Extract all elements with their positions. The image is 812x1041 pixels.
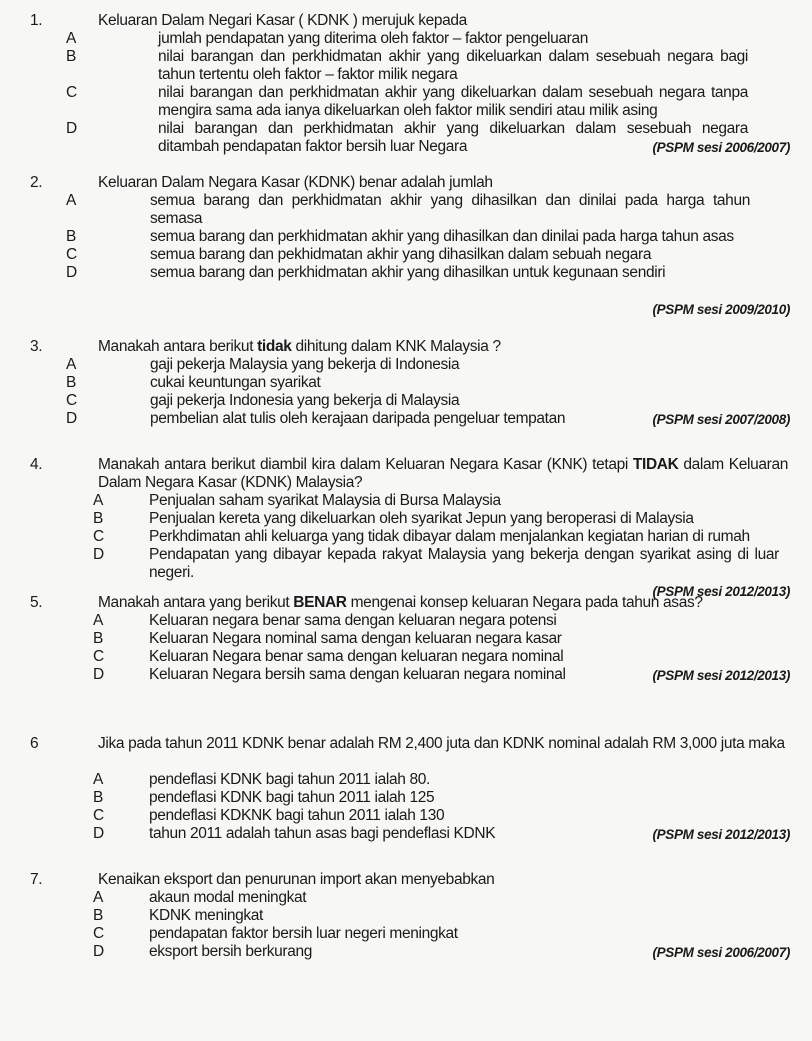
stem-emphasis: BENAR bbox=[293, 594, 347, 611]
option-letter: C bbox=[93, 528, 104, 545]
option-letter: B bbox=[66, 228, 76, 245]
option-letter: B bbox=[93, 907, 103, 924]
option-a[interactable] bbox=[66, 356, 786, 374]
option-a[interactable] bbox=[93, 889, 812, 907]
option-text: Keluaran Negara nominal sama dengan keluaran negara kasar bbox=[149, 630, 562, 647]
option-text: nilai barangan dan perkhidmatan akhir yang dikeluarkan dalam sesebuah negara tanpa mengira sama ada ianya dikeluarkan oleh faktor milik sendiri atau milik asing bbox=[158, 84, 748, 119]
stem-emphasis: tidak bbox=[257, 338, 292, 355]
source-label: (PSPM sesi 2006/2007) bbox=[652, 945, 790, 960]
option-text: akaun modal meningkat bbox=[149, 889, 307, 906]
option-letter: A bbox=[93, 492, 103, 509]
option-letter: D bbox=[93, 666, 104, 683]
option-text: semua barang dan perkhidmatan akhir yang dihasilkan untuk kegunaan sendiri bbox=[150, 264, 666, 281]
option-d[interactable] bbox=[93, 546, 812, 582]
option-letter: C bbox=[93, 925, 104, 942]
option-text: Keluaran Negara bersih sama dengan keluaran negara nominal bbox=[149, 666, 566, 683]
options-list bbox=[66, 30, 786, 156]
source-label: (PSPM sesi 2006/2007) bbox=[652, 140, 790, 155]
option-a[interactable] bbox=[93, 492, 812, 510]
option-letter: A bbox=[93, 612, 103, 629]
option-text: nilai barangan dan perkhidmatan akhir yang dikeluarkan dalam sesebuah negara ditambah pendapatan faktor bersih luar Negara bbox=[158, 120, 748, 155]
option-text: pendeflasi KDNK bagi tahun 2011 ialah 80. bbox=[149, 771, 430, 788]
option-a[interactable] bbox=[93, 612, 812, 630]
option-letter: A bbox=[93, 771, 103, 788]
stem-text: Manakah antara yang berikut bbox=[98, 594, 294, 611]
question-number: 2. bbox=[30, 174, 43, 191]
option-letter: C bbox=[66, 246, 77, 263]
option-text: semua barang dan perkhidmatan akhir yang dihasilkan dan dinilai pada harga tahun semasa bbox=[150, 192, 750, 227]
option-letter: D bbox=[66, 120, 77, 137]
option-letter: D bbox=[93, 943, 104, 960]
option-a[interactable] bbox=[66, 30, 786, 48]
option-d[interactable] bbox=[66, 264, 786, 282]
stem-text: mengenai konsep keluaran Negara pada tahun asas? bbox=[346, 594, 703, 611]
stem-emphasis: TIDAK bbox=[632, 456, 679, 473]
option-letter: B bbox=[66, 374, 76, 391]
option-c[interactable] bbox=[93, 648, 812, 666]
option-letter: C bbox=[66, 392, 77, 409]
source-label: (PSPM sesi 2012/2013) bbox=[652, 827, 790, 842]
option-c[interactable] bbox=[66, 246, 786, 264]
option-text: pendeflasi KDNK bagi tahun 2011 ialah 125 bbox=[149, 789, 435, 806]
option-letter: A bbox=[66, 192, 76, 209]
question-stem bbox=[98, 456, 788, 492]
option-b[interactable] bbox=[93, 510, 812, 528]
option-b[interactable] bbox=[93, 789, 812, 807]
option-c[interactable] bbox=[93, 925, 812, 943]
option-c[interactable] bbox=[93, 528, 812, 546]
option-a[interactable] bbox=[66, 192, 786, 228]
option-text: semua barang dan pekhidmatan akhir yang dihasilkan dalam sebuah negara bbox=[150, 246, 652, 263]
option-letter: B bbox=[93, 630, 103, 647]
option-text: nilai barangan dan perkhidmatan akhir yang dikeluarkan dalam sesebuah negara bagi tahun tertentu oleh faktor – faktor milik negara bbox=[158, 48, 748, 83]
option-c[interactable] bbox=[93, 807, 812, 825]
stem-text: Manakah antara berikut diambil kira dalam Keluaran Negara Kasar (KNK) tetapi bbox=[98, 456, 633, 473]
option-c[interactable] bbox=[66, 84, 786, 120]
option-b[interactable] bbox=[93, 630, 812, 648]
option-text: pembelian alat tulis oleh kerajaan daripada pengeluar tempatan bbox=[150, 410, 566, 427]
option-letter: D bbox=[66, 410, 77, 427]
question-number: 4. bbox=[30, 456, 43, 473]
option-letter: B bbox=[93, 510, 103, 527]
options-list bbox=[66, 192, 786, 282]
option-text: Penjualan saham syarikat Malaysia di Bursa Malaysia bbox=[149, 492, 501, 509]
question-stem: Jika pada tahun 2011 KDNK benar adalah RM 2,400 juta dan KDNK nominal adalah RM 3,000 juta maka bbox=[98, 735, 785, 752]
option-text: gaji pekerja Indonesia yang bekerja di Malaysia bbox=[150, 392, 460, 409]
question-number: 6 bbox=[30, 735, 39, 752]
option-text: Perkhdimatan ahli keluarga yang tidak dibayar dalam menjalankan kegiatan harian di rumah bbox=[149, 528, 750, 545]
option-text: Penjualan kereta yang dikeluarkan oleh syarikat Jepun yang beroperasi di Malaysia bbox=[149, 510, 694, 527]
option-letter: A bbox=[93, 889, 103, 906]
option-text: tahun 2011 adalah tahun asas bagi pendeflasi KDNK bbox=[149, 825, 496, 842]
option-text: jumlah pendapatan yang diterima oleh faktor – faktor pengeluaran bbox=[158, 30, 588, 47]
option-letter: B bbox=[66, 48, 76, 65]
option-letter: B bbox=[93, 789, 103, 806]
source-label: (PSPM sesi 2009/2010) bbox=[652, 302, 790, 317]
question-stem bbox=[98, 594, 788, 612]
source-label: (PSPM sesi 2012/2013) bbox=[652, 584, 790, 599]
option-text: Keluaran negara benar sama dengan keluaran negara potensi bbox=[149, 612, 557, 629]
source-label: (PSPM sesi 2012/2013) bbox=[652, 668, 790, 683]
option-text: KDNK meningkat bbox=[149, 907, 263, 924]
option-letter: A bbox=[66, 30, 76, 47]
option-b[interactable] bbox=[66, 48, 786, 84]
option-text: eksport bersih berkurang bbox=[149, 943, 313, 960]
stem-text: dihitung dalam KNK Malaysia ? bbox=[291, 338, 501, 355]
option-letter: C bbox=[66, 84, 77, 101]
option-b[interactable] bbox=[66, 228, 786, 246]
option-text: pendapatan faktor bersih luar negeri meningkat bbox=[149, 925, 458, 942]
option-text: Keluaran Negara benar sama dengan keluaran negara nominal bbox=[149, 648, 564, 665]
source-label: (PSPM sesi 2007/2008) bbox=[652, 412, 790, 427]
option-letter: D bbox=[93, 825, 104, 842]
question-stem: Keluaran Dalam Negara Kasar (KDNK) benar adalah jumlah bbox=[98, 174, 493, 191]
option-c[interactable] bbox=[66, 392, 786, 410]
stem-text: dalam Keluaran Dalam Negara Kasar (KDNK) Malaysia? bbox=[98, 456, 789, 491]
question-number: 7. bbox=[30, 871, 43, 888]
option-text: gaji pekerja Malaysia yang bekerja di Indonesia bbox=[150, 356, 460, 373]
option-letter: A bbox=[66, 356, 76, 373]
option-text: semua barang dan perkhidmatan akhir yang dihasilkan dan dinilai pada harga tahun asas bbox=[150, 228, 734, 245]
question-number: 1. bbox=[30, 12, 43, 29]
option-b[interactable] bbox=[66, 374, 786, 392]
option-text: pendeflasi KDKNK bagi tahun 2011 ialah 130 bbox=[149, 807, 445, 824]
question-number: 3. bbox=[30, 338, 43, 355]
option-letter: D bbox=[93, 546, 104, 563]
option-text: cukai keuntungan syarikat bbox=[150, 374, 321, 391]
option-letter: C bbox=[93, 807, 104, 824]
option-letter: D bbox=[66, 264, 77, 281]
option-text: Pendapatan yang dibayar kepada rakyat Malaysia yang bekerja dengan syarikat asing di luar negeri. bbox=[149, 546, 779, 581]
option-a[interactable] bbox=[93, 771, 812, 789]
stem-text: Manakah antara berikut bbox=[98, 338, 258, 355]
question-stem: Keluaran Dalam Negari Kasar ( KDNK ) merujuk kepada bbox=[98, 12, 467, 29]
options-list bbox=[93, 492, 812, 582]
option-letter: C bbox=[93, 648, 104, 665]
option-b[interactable] bbox=[93, 907, 812, 925]
question-number: 5. bbox=[30, 594, 43, 611]
question-stem bbox=[98, 338, 788, 356]
question-stem: Kenaikan eksport dan penurunan import akan menyebabkan bbox=[98, 871, 495, 888]
